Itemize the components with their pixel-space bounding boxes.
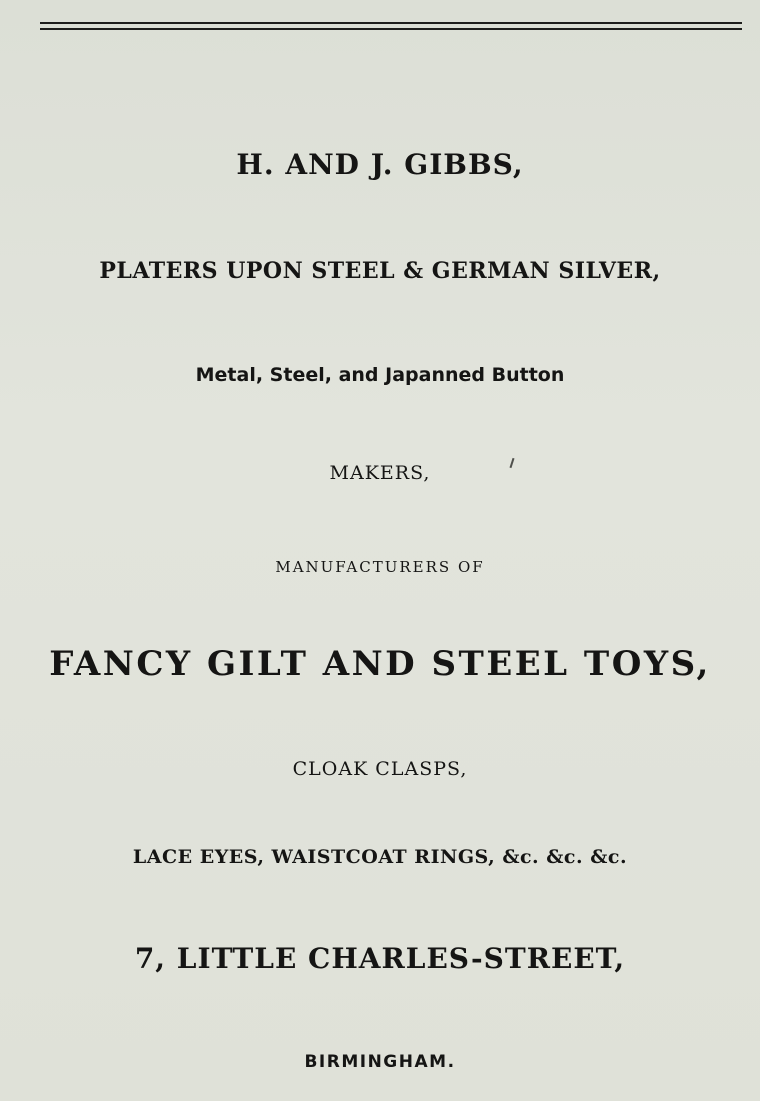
- lace-eyes-line: LACE EYES, WAISTCOAT RINGS, &c. &c. &c.: [132, 846, 628, 868]
- trade-line: PLATERS UPON STEEL & GERMAN SILVER,: [99, 258, 661, 284]
- cloak-clasps-line: CLOAK CLASPS,: [292, 758, 468, 780]
- company-name: H. AND J. GIBBS,: [236, 148, 524, 181]
- street-address: 7, LITTLE CHARLES-STREET,: [134, 942, 626, 975]
- top-double-rule-lower: [40, 28, 742, 30]
- manufacturers-line: MANUFACTURERS OF: [275, 558, 485, 576]
- city-line: BIRMINGHAM.: [304, 1052, 456, 1072]
- toys-line: FANCY GILT AND STEEL TOYS,: [49, 644, 711, 684]
- products-line: Metal, Steel, and Japanned Button: [195, 364, 565, 386]
- top-double-rule-upper: [40, 22, 742, 24]
- makers-line: MAKERS,: [329, 462, 431, 484]
